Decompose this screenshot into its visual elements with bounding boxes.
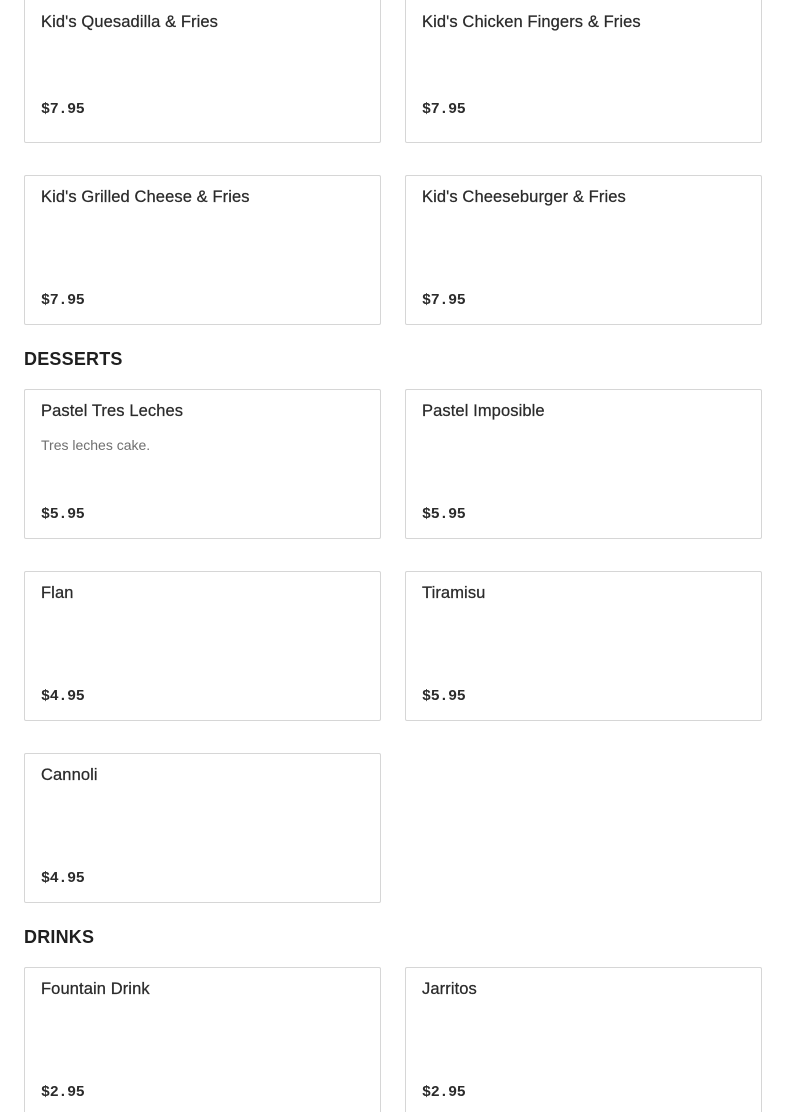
menu-item-card[interactable] — [24, 0, 381, 143]
menu-item-card[interactable] — [405, 967, 762, 1112]
menu-item-card[interactable] — [24, 967, 381, 1112]
menu-item-price: $7.95 — [422, 101, 466, 118]
menu-item-description: Tres leches cake. — [41, 437, 151, 453]
section-title-desserts: DESSERTS — [24, 349, 123, 369]
menu-item-card[interactable] — [24, 571, 381, 721]
menu-item-card[interactable] — [24, 753, 381, 903]
menu-item-name: Pastel Imposible — [422, 402, 545, 420]
menu-item-price: $5.95 — [422, 688, 466, 705]
menu-item-name: Kid's Chicken Fingers & Fries — [422, 13, 641, 31]
menu-item-price: $4.95 — [41, 688, 85, 705]
menu-item-price: $7.95 — [422, 292, 466, 309]
menu-item-card[interactable] — [405, 571, 762, 721]
menu-item-name: Cannoli — [41, 766, 98, 784]
menu-item-card[interactable] — [405, 0, 762, 143]
menu-item-name: Pastel Tres Leches — [41, 402, 184, 420]
menu-item-price: $7.95 — [41, 292, 85, 309]
menu-item-name: Kid's Grilled Cheese & Fries — [41, 188, 250, 206]
menu-item-price: $5.95 — [41, 506, 85, 523]
menu-item-name: Kid's Cheeseburger & Fries — [422, 188, 626, 206]
menu-item-card[interactable] — [24, 389, 381, 539]
menu-item-name: Flan — [41, 584, 74, 602]
menu-item-price: $2.95 — [41, 1084, 85, 1101]
menu-item-name: Jarritos — [422, 980, 477, 998]
menu-item-name: Tiramisu — [422, 584, 486, 602]
menu-item-price: $7.95 — [41, 101, 85, 118]
menu-item-name: Fountain Drink — [41, 980, 150, 998]
menu-item-card[interactable] — [405, 175, 762, 325]
section-title-drinks: DRINKS — [24, 927, 95, 947]
menu-item-price: $5.95 — [422, 506, 466, 523]
menu-item-card[interactable] — [405, 389, 762, 539]
menu-item-card[interactable] — [24, 175, 381, 325]
menu-item-price: $2.95 — [422, 1084, 466, 1101]
menu-item-name: Kid's Quesadilla & Fries — [41, 13, 219, 31]
menu-item-price: $4.95 — [41, 870, 85, 887]
